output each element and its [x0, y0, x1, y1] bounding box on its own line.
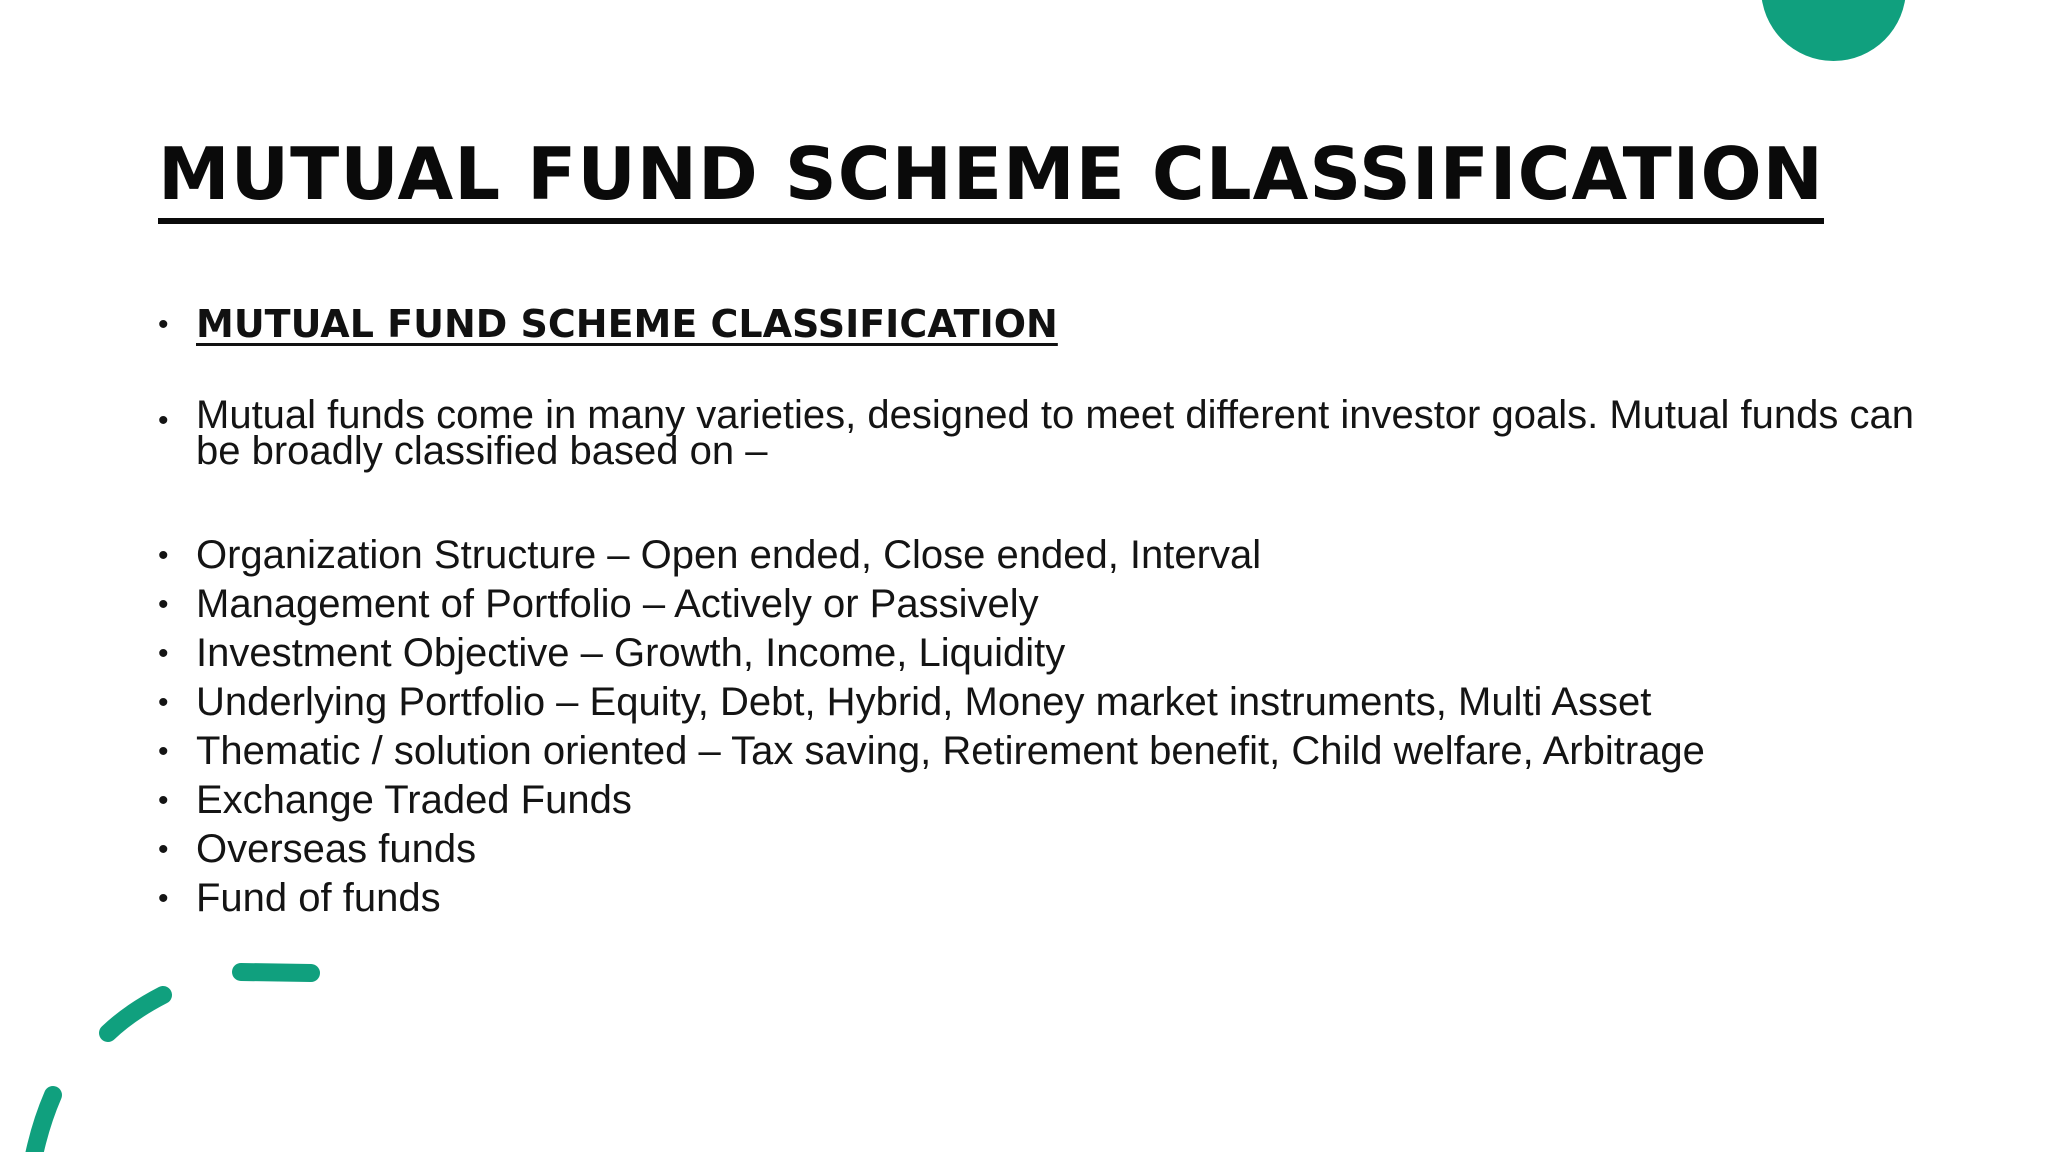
bullet-icon: •	[158, 833, 169, 866]
intro-bullet-text: Mutual funds come in many varieties, designed to meet different investor goals. Mutual funds can be broadly classified based on –	[196, 393, 1914, 473]
slide-title-text: MUTUAL FUND SCHEME CLASSIFICATION	[158, 132, 1824, 224]
list-item-text: Fund of funds	[196, 876, 441, 920]
arc-dash	[241, 972, 311, 973]
list-item-text: Exchange Traded Funds	[196, 778, 632, 822]
arc-dash	[108, 995, 163, 1033]
list-item-text: Investment Objective – Growth, Income, Liquidity	[196, 631, 1066, 675]
bullet-icon: •	[158, 686, 169, 719]
list-item-text: Thematic / solution oriented – Tax saving, Retirement benefit, Child welfare, Arbitrage	[196, 729, 1705, 773]
bullet-icon: •	[158, 539, 169, 572]
arc-dash	[33, 1095, 53, 1152]
bullet-icon: •	[158, 308, 169, 341]
bullet-icon: •	[158, 637, 169, 670]
bullet-icon: •	[158, 588, 169, 621]
list-item-text: Management of Portfolio – Actively or Passively	[196, 582, 1039, 626]
list-item-text: Organization Structure – Open ended, Close ended, Interval	[196, 533, 1262, 577]
bullet-icon: •	[158, 882, 169, 915]
bullet-icon: •	[158, 784, 169, 817]
list-item-text: Underlying Portfolio – Equity, Debt, Hybrid, Money market instruments, Multi Asset	[196, 680, 1652, 724]
bullet-icon: •	[158, 735, 169, 768]
bullet-icon: •	[158, 404, 169, 437]
list-item-text: Overseas funds	[196, 827, 477, 871]
heading-bullet-text: MUTUAL FUND SCHEME CLASSIFICATION	[196, 302, 1058, 346]
